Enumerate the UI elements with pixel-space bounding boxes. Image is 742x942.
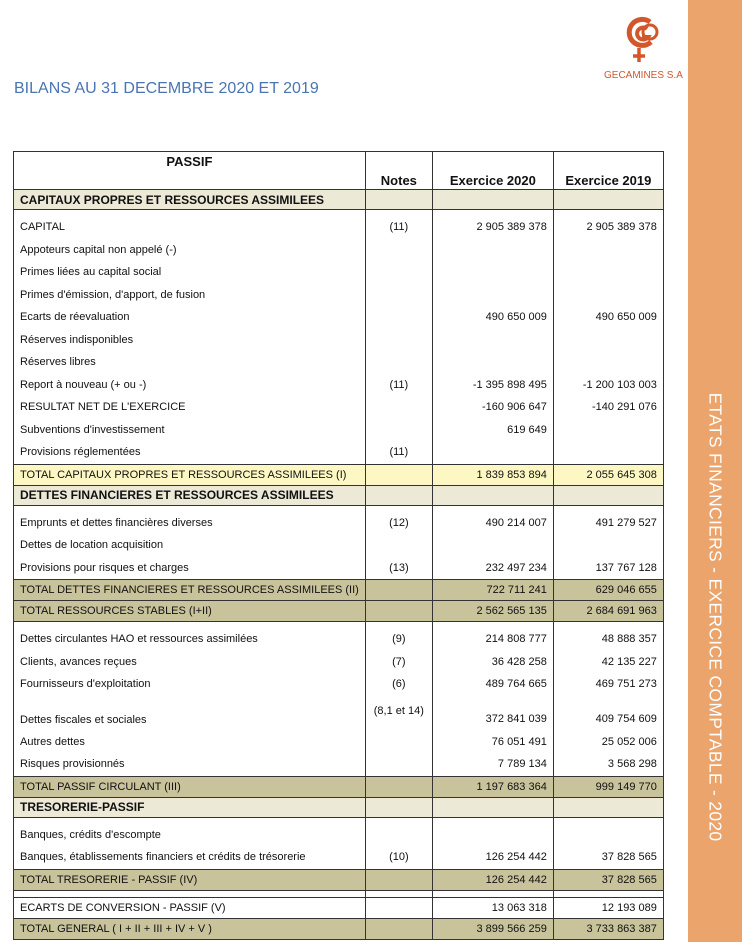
table-row [14,419,664,442]
table-row [14,351,664,374]
table-row [14,557,664,580]
total-label: TOTAL RESSOURCES STABLES (I+II) [14,601,366,622]
table-row [14,261,664,284]
section-title: DETTES FINANCIERES ET RESSOURCES ASSIMILEES [14,485,366,505]
section-2019-cell [553,190,663,210]
table-row [14,534,664,557]
table-row [14,329,664,352]
table-row [14,628,664,651]
row-value-2020: -160 906 647 [432,396,553,419]
row-value-2019: 490 650 009 [553,306,663,329]
row-value-2020: 76 051 491 [432,731,553,754]
row-value-2019: 48 888 357 [553,628,663,651]
total-notes-cell [365,601,432,622]
row-value-2019: 2 905 389 378 [553,216,663,239]
total-value-2019: 2 055 645 308 [553,464,663,485]
section-notes-cell [365,797,432,817]
row-value-2020 [432,351,553,374]
row-value-2020: 232 497 234 [432,557,553,580]
header-exercice-2019: Exercice 2019 [553,152,663,190]
row-value-2019: 137 767 128 [553,557,663,580]
row-value-2019: 469 751 273 [553,673,663,696]
total-notes-cell [365,776,432,797]
row-label: Ecarts de réevaluation [14,306,366,329]
row-note [365,731,432,754]
row-label: CAPITAL [14,216,366,239]
table-row [14,306,664,329]
total-row [14,897,664,918]
section-notes-cell [365,190,432,210]
total-label: TOTAL DETTES FINANCIERES ET RESSOURCES ASSIMILEES (II) [14,580,366,601]
total-value-2020: 3 899 566 259 [432,918,553,939]
row-label: Dettes circulantes HAO et ressources assimilées [14,628,366,651]
table-row [14,651,664,674]
table-row [14,731,664,754]
row-note [365,284,432,307]
table-row [14,673,664,696]
row-value-2020: 619 649 [432,419,553,442]
row-value-2020: 214 808 777 [432,628,553,651]
row-value-2020: 490 214 007 [432,512,553,535]
table-row [14,374,664,397]
spacer-cell [14,890,366,897]
table-row [14,512,664,535]
row-value-2019 [553,261,663,284]
row-value-2019: -140 291 076 [553,396,663,419]
section-2019-cell [553,485,663,505]
row-value-2020 [432,441,553,464]
row-label: Fournisseurs d'exploitation [14,673,366,696]
total-value-2019: 12 193 089 [553,897,663,918]
header-notes: Notes [365,152,432,190]
total-value-2020: 1 839 853 894 [432,464,553,485]
row-value-2020 [432,824,553,847]
total-row [14,580,664,601]
row-value-2019: 37 828 565 [553,846,663,869]
row-label: RESULTAT NET DE L'EXERCICE [14,396,366,419]
row-note [365,261,432,284]
table-row [14,753,664,776]
total-value-2019: 999 149 770 [553,776,663,797]
row-value-2020 [432,239,553,262]
row-value-2019: 25 052 006 [553,731,663,754]
section-2020-cell [432,797,553,817]
row-note [365,753,432,776]
row-note: (7) [365,651,432,674]
spacer-cell [553,890,663,897]
row-value-2020: 126 254 442 [432,846,553,869]
row-note [365,329,432,352]
header-exercice-2020: Exercice 2020 [432,152,553,190]
total-row [14,869,664,890]
row-value-2020: 490 650 009 [432,306,553,329]
row-note: (11) [365,216,432,239]
total-value-2019: 3 733 863 387 [553,918,663,939]
row-value-2019: -1 200 103 003 [553,374,663,397]
section-2019-cell [553,797,663,817]
row-note: (9) [365,628,432,651]
row-label: Primes d'émission, d'apport, de fusion [14,284,366,307]
row-value-2020: -1 395 898 495 [432,374,553,397]
row-note: (6) [365,673,432,696]
row-value-2019 [553,534,663,557]
row-value-2019 [553,824,663,847]
row-label: Subventions d'investissement [14,419,366,442]
section-title: TRESORERIE-PASSIF [14,797,366,817]
row-value-2020: 7 789 134 [432,753,553,776]
total-value-2020: 13 063 318 [432,897,553,918]
section-2020-cell [432,190,553,210]
row-value-2019 [553,239,663,262]
section-title: CAPITAUX PROPRES ET RESSOURCES ASSIMILEES [14,190,366,210]
total-value-2020: 1 197 683 364 [432,776,553,797]
gecamines-logo-icon [620,14,664,64]
row-value-2020 [432,261,553,284]
row-value-2019 [553,329,663,352]
total-row [14,918,664,939]
row-note: (11) [365,374,432,397]
section-2020-cell [432,485,553,505]
total-label: TOTAL GENERAL ( I + II + III + IV + V ) [14,918,366,939]
table-row [14,284,664,307]
brand-name: GECAMINES S.A [604,70,683,81]
section-row [14,190,664,210]
row-label: Provisions réglementées [14,441,366,464]
table-row [14,396,664,419]
total-label: TOTAL PASSIF CIRCULANT (III) [14,776,366,797]
row-note: (13) [365,557,432,580]
section-row [14,797,664,817]
row-value-2020: 489 764 665 [432,673,553,696]
total-value-2019: 629 046 655 [553,580,663,601]
row-value-2020 [432,534,553,557]
total-notes-cell [365,897,432,918]
row-value-2020: 36 428 258 [432,651,553,674]
row-label: Autres dettes [14,731,366,754]
table-row [14,824,664,847]
row-value-2019: 491 279 527 [553,512,663,535]
row-note [365,306,432,329]
table-row [14,216,664,239]
row-note [365,534,432,557]
row-value-2020: 372 841 039 [432,696,553,731]
total-value-2020: 2 562 565 135 [432,601,553,622]
row-label: Réserves libres [14,351,366,374]
spacer-cell [365,890,432,897]
table-row [14,846,664,869]
spacer-row [14,890,664,897]
row-value-2020 [432,329,553,352]
row-value-2019 [553,351,663,374]
row-label: Primes liées au capital social [14,261,366,284]
passif-table [13,151,664,940]
total-label: TOTAL TRESORERIE - PASSIF (IV) [14,869,366,890]
row-note [365,351,432,374]
row-note: (12) [365,512,432,535]
sidebar-title: ETATS FINANCIERS - EXERCICE COMPTABLE - 2020 [705,392,726,842]
total-notes-cell [365,918,432,939]
row-value-2019 [553,419,663,442]
row-label: Risques provisionnés [14,753,366,776]
row-note [365,824,432,847]
row-label: Provisions pour risques et charges [14,557,366,580]
row-label: Banques, crédits d'escompte [14,824,366,847]
section-notes-cell [365,485,432,505]
row-label: Appoteurs capital non appelé (-) [14,239,366,262]
row-value-2019: 409 754 609 [553,696,663,731]
row-value-2020 [432,284,553,307]
total-notes-cell [365,580,432,601]
row-note [365,396,432,419]
row-label: Report à nouveau (+ ou -) [14,374,366,397]
total-value-2019: 2 684 691 963 [553,601,663,622]
row-label: Dettes de location acquisition [14,534,366,557]
total-value-2019: 37 828 565 [553,869,663,890]
row-label: Clients, avances reçues [14,651,366,674]
row-label: Réserves indisponibles [14,329,366,352]
total-notes-cell [365,869,432,890]
row-label: Emprunts et dettes financières diverses [14,512,366,535]
row-value-2019: 3 568 298 [553,753,663,776]
row-note: (10) [365,846,432,869]
row-value-2019 [553,441,663,464]
row-note: (8,1 et 14) [365,696,432,731]
table-row [14,239,664,262]
header-passif: PASSIF [14,152,366,190]
section-row [14,485,664,505]
row-note [365,239,432,262]
total-label: TOTAL CAPITAUX PROPRES ET RESSOURCES ASSIMILEES (I) [14,464,366,485]
row-value-2019 [553,284,663,307]
row-note [365,419,432,442]
total-notes-cell [365,464,432,485]
total-value-2020: 722 711 241 [432,580,553,601]
row-label: Dettes fiscales et sociales [14,696,366,731]
row-note: (11) [365,441,432,464]
spacer-cell [432,890,553,897]
total-row [14,464,664,485]
table-row [14,696,664,731]
page-title: BILANS AU 31 DECEMBRE 2020 ET 2019 [14,80,319,97]
row-label: Banques, établissements financiers et crédits de trésorerie [14,846,366,869]
total-row [14,601,664,622]
table-row [14,441,664,464]
total-value-2020: 126 254 442 [432,869,553,890]
total-label: ECARTS DE CONVERSION - PASSIF (V) [14,897,366,918]
row-value-2019: 42 135 227 [553,651,663,674]
total-row [14,776,664,797]
row-value-2020: 2 905 389 378 [432,216,553,239]
